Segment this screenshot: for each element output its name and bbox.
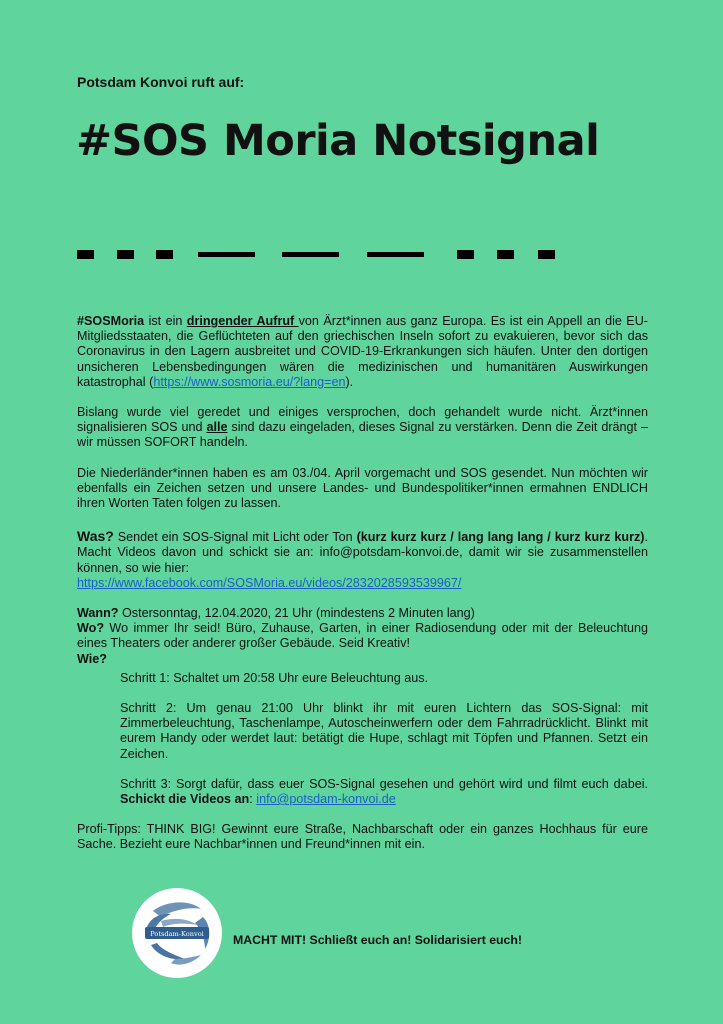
paragraph-netherlands: Die Niederländer*innen haben es am 03./04. April vorgemacht und SOS gesendet. Nun möchten wir ebenfalls ein Zeichen setzen und unsere Landes- und Bundespolitiker*innen ermahnen ENDLICH ihren Worten Taten folgen zu lassen. <box>77 465 648 511</box>
paragraph-situation: Bislang wurde viel geredet und einiges versprochen, doch gehandelt wurde nicht. Ärzt*innen signalisieren SOS und alle sind dazu eingeladen, dieses Signal zu verstärken. Denn die Zeit drängt – wir müssen SOFORT handeln. <box>77 405 648 450</box>
morse-long-dash <box>282 252 339 257</box>
morse-long-dash <box>198 252 255 257</box>
morse-short-dash <box>156 250 173 259</box>
step-1: Schritt 1: Schaltet um 20:58 Uhr eure Beleuchtung aus. <box>120 670 429 685</box>
morse-short-dash <box>117 250 134 259</box>
all-emphasis: alle <box>206 420 228 435</box>
paragraph-wo: Wo? Wo immer Ihr seid! Büro, Zuhause, Garten, in einer Radiosendung oder mit der Beleuchtung eines Theaters oder anderer großer Gebäude. Seid Kreativ! <box>77 621 648 651</box>
sosmoria-link[interactable]: https://www.sosmoria.eu/?lang=en <box>153 374 346 389</box>
step-2: Schritt 2: Um genau 21:00 Uhr blinkt ihr mit euren Lichtern das SOS-Signal: mit Zimmerbeleuchtung, Taschenlampe, Autoscheinwerfern oder dem Fahrradrücklicht. Blinkt mit eurem Handy oder werdet laut: betätigt die Hupe, schlagt mit Töpfen und Pfannen. Setzt ein Zeichen. <box>120 701 648 761</box>
paragraph-tips: Profi-Tipps: THINK BIG! Gewinnt eure Straße, Nachbarschaft oder ein ganzes Hochhaus für eure Sache. Bezieht eure Nachbar*innen und Freund*innen mit ein. <box>77 822 648 852</box>
morse-short-dash <box>497 250 514 259</box>
email-link[interactable]: info@potsdam-konvoi.de <box>256 792 396 807</box>
morse-short-dash <box>538 250 555 259</box>
page-title: #SOS Moria Notsignal <box>76 116 600 166</box>
paragraph-intro: #SOSMoria ist ein dringender Aufruf von Ärzt*innen aus ganz Europa. Es ist ein Appell an die EU-Mitgliedsstaaten, die Geflüchteten auf den griechischen Inseln sofort zu evakuieren, bevor sich das Coronavirus in den Lagern ausbreitet und COVID-19-Erkrankungen sich häufen. Unter den dortigen unsicheren Lebensbedingungen wären die medizinischen und humanitären Auswirkungen katastrophal (https://www.sosmoria.eu/?lang=en). <box>77 314 648 389</box>
kicker: Potsdam Konvoi ruft auf: <box>77 74 245 90</box>
paragraph-was: Was? Sendet ein SOS-Signal mit Licht oder Ton (kurz kurz kurz / lang lang lang / kurz kurz kurz). Macht Videos davon und schickt sie an: info@potsdam-konvoi.de, damit wir sie zusammenstellen können, so wie hier: https://www.facebook.com/SOSMoria.eu/videos/2832028593539967/ <box>77 528 648 590</box>
morse-short-dash <box>77 250 94 259</box>
morse-sos-signal <box>77 246 557 260</box>
logo-text: Potsdam-Konvoi <box>150 930 204 938</box>
urgent-call: dringender Aufruf <box>186 314 299 328</box>
morse-short-dash <box>457 250 474 259</box>
potsdam-konvoi-logo <box>131 887 223 979</box>
facebook-video-link[interactable]: https://www.facebook.com/SOSMoria.eu/videos/2832028593539967/ <box>77 575 462 590</box>
paragraph-wann: Wann? Ostersonntag, 12.04.2020, 21 Uhr (mindestens 2 Minuten lang) <box>77 606 475 621</box>
morse-long-dash <box>367 252 424 257</box>
hashtag: #SOSMoria <box>77 314 145 328</box>
step-3: Schritt 3: Sorgt dafür, dass euer SOS-Signal gesehen und gehört wird und filmt euch dabei. Schickt die Videos an: info@potsdam-konvoi.de <box>120 776 648 807</box>
label-wie: Wie? <box>77 651 107 666</box>
body-text <box>77 314 648 853</box>
call-to-action: MACHT MIT! Schließt euch an! Solidarisiert euch! <box>233 933 523 947</box>
